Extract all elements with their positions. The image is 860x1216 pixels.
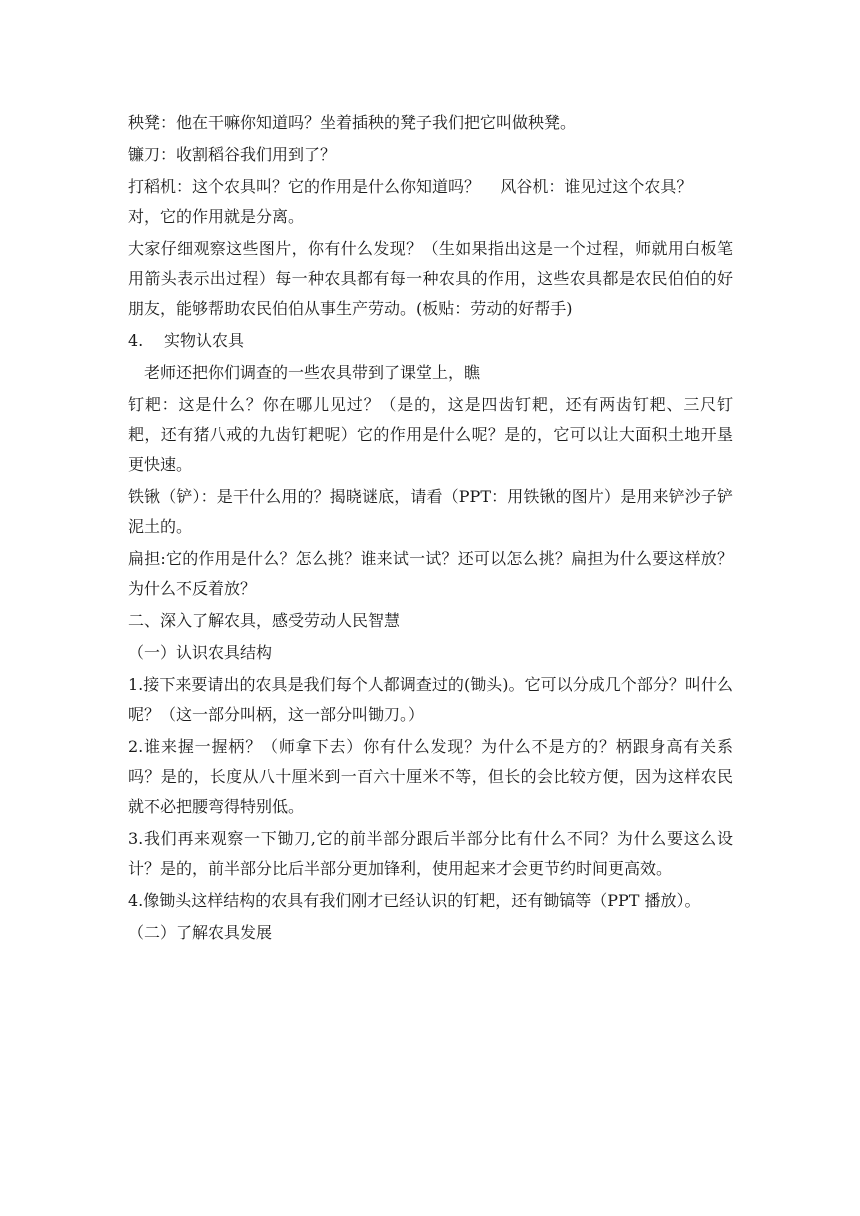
heading-structure: （一）认识农具结构 [128, 643, 273, 662]
section-heading-4 [128, 326, 733, 356]
heading-development: （二）了解农具发展 [128, 923, 273, 942]
paragraph-item-2: 2.谁来握一握柄？（师拿下去）你有什么发现？为什么不是方的？柄跟身高有关系吗？是的，长度从八十厘米到一百六十厘米不等，但长的会比较方便，因为这样农民就不必把腰弯得特别低。 [128, 737, 733, 816]
section-title: 实物认农具 [164, 331, 245, 350]
paragraph-fenli: 对，它的作用就是分离。 [128, 207, 305, 226]
paragraph-biandan: 扁担:它的作用是什么？怎么挑？谁来试一试？还可以怎么挑？扁担为什么要这样放？为什么不反着放？ [128, 549, 733, 598]
paragraph-tieqiao: 铁锹（铲）：是干什么用的？揭晓谜底，请看（PPT：用铁锹的图片）是用来铲沙子铲泥土的。 [128, 487, 733, 536]
paragraph-teacher-brought: 老师还把你们调查的一些农具带到了课堂上，瞧 [144, 363, 481, 382]
heading-part-two: 二、深入了解农具，感受劳动人民智慧 [128, 611, 401, 630]
section-number: 4. [128, 331, 144, 350]
paragraph-liandao: 镰刀：收割稻谷我们用到了？ [128, 145, 337, 164]
document-body [128, 108, 733, 950]
paragraph-yangdeng: 秧凳：他在干嘛你知道吗？坐着插秧的凳子我们把它叫做秧凳。 [128, 113, 577, 132]
paragraph-dingpa: 钉耙：这是什么？你在哪儿见过？（是的，这是四齿钉耙，还有两齿钉耙、三尺钉耙，还有猪八戒的九齿钉耙呢）它的作用是什么呢？是的，它可以让大面积土地开垦更快速。 [128, 395, 733, 474]
paragraph-daodaoji: 打稻机：这个农具叫？它的作用是什么你知道吗？ 风谷机：谁见过这个农具？ [128, 177, 693, 196]
paragraph-item-3: 3.我们再来观察一下锄刀,它的前半部分跟后半部分比有什么不同？为什么要这么设计？是的，前半部分比后半部分更加锋利，使用起来才会更节约时间更高效。 [128, 829, 733, 878]
paragraph-item-1: 1.接下来要请出的农具是我们每个人都调查过的(锄头)。它可以分成几个部分？叫什么呢？（这一部分叫柄，这一部分叫锄刀。） [128, 675, 733, 724]
paragraph-item-4: 4.像锄头这样结构的农具有我们刚才已经认识的钉耙，还有锄镐等（PPT 播放）。 [128, 891, 701, 910]
paragraph-observe-pictures: 大家仔细观察这些图片，你有什么发现？（生如果指出这是一个过程，师就用白板笔用箭头表示出过程）每一种农具都有每一种农具的作用，这些农具都是农民伯伯的好朋友，能够帮助农民伯伯从事生产劳动。(板贴：劳动的好帮手) [128, 239, 733, 318]
